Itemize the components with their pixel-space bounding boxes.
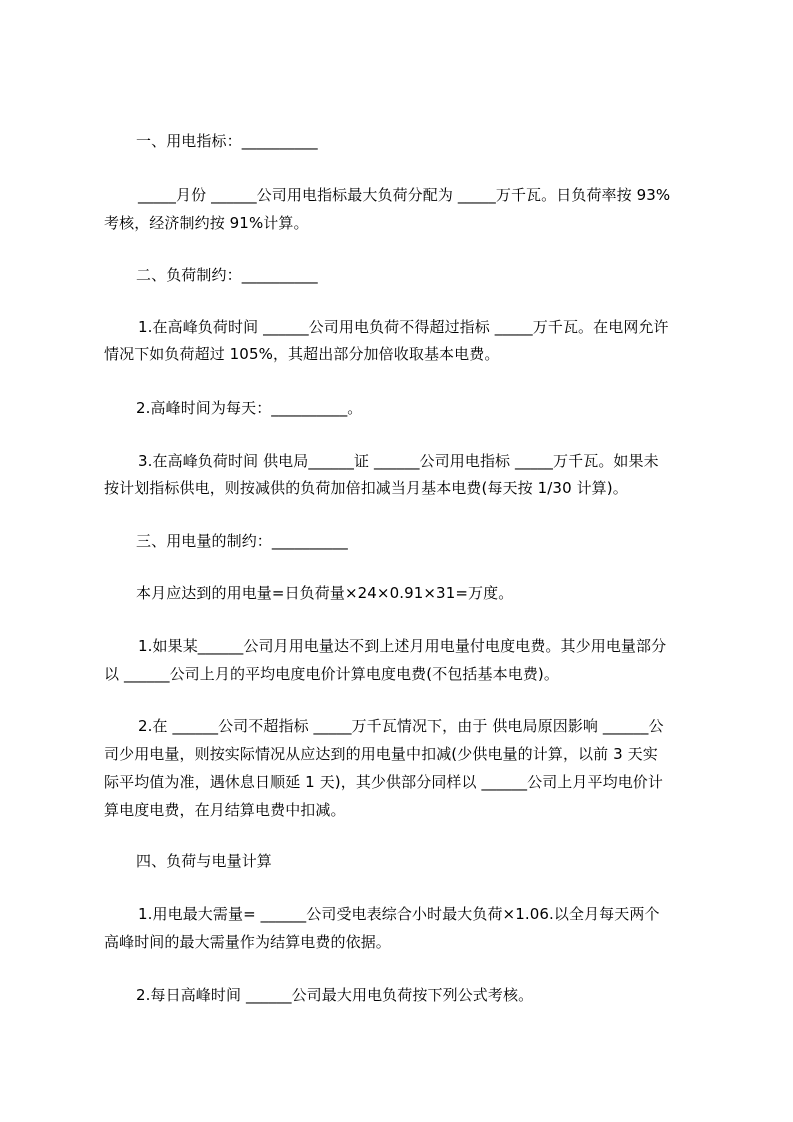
paragraph-line: _____月份 ______公司用电指标最大负荷分配为 _____万千瓦。日负荷率按 93% (138, 186, 671, 204)
paragraph-line: 考核，经济制约按 91%计算。 (104, 214, 309, 232)
section-heading: 一、用电指标：__________ (136, 132, 318, 150)
paragraph-line: 1.如果某______公司月用电量达不到上述月用电量付电度电费。其少用电量部分 (138, 637, 667, 655)
paragraph-line: 情况下如负荷超过 105%，其超出部分加倍收取基本电费。 (104, 345, 500, 363)
paragraph-line: 际平均值为准，遇休息日顺延 1 天)，其少供部分同样以 ______公司上月平均电价计 (104, 773, 664, 791)
section-heading: 四、负荷与电量计算 (136, 852, 272, 870)
paragraph-line: 高峰时间的最大需量作为结算电费的依据。 (104, 933, 391, 951)
paragraph-line: 按计划指标供电，则按减供的负荷加倍扣减当月基本电费(每天按 1/30 计算)。 (104, 479, 628, 497)
paragraph-line: 1.在高峰负荷时间 ______公司用电负荷不得超过指标 _____万千瓦。在电网允许 (138, 318, 669, 336)
paragraph-line: 2.每日高峰时间 ______公司最大用电负荷按下列公式考核。 (136, 986, 534, 1004)
paragraph-line: 3.在高峰负荷时间 供电局______证 ______公司用电指标 _____万千瓦。如果未 (138, 452, 659, 470)
section-heading: 二、负荷制约：__________ (136, 266, 318, 284)
paragraph-line: 本月应达到的用电量=日负荷量×24×0.91×31=万度。 (136, 584, 514, 602)
paragraph-line: 2.高峰时间为每天：__________。 (136, 399, 363, 417)
paragraph-line: 算电度电费，在月结算电费中扣减。 (104, 801, 346, 819)
paragraph-line: 1.用电最大需量= ______公司受电表综合小时最大负荷×1.06.以全月每天两个 (138, 905, 660, 923)
paragraph-line: 司少用电量，则按实际情况从应达到的用电量中扣减(少供电量的计算，以前 3 天实 (104, 745, 658, 763)
paragraph-line: 以 ______公司上月的平均电度电价计算电度电费(不包括基本电费)。 (104, 665, 559, 683)
section-heading: 三、用电量的制约：__________ (136, 532, 348, 550)
paragraph-line: 2.在 ______公司不超指标 _____万千瓦情况下，由于 供电局原因影响 ______公 (138, 717, 664, 735)
